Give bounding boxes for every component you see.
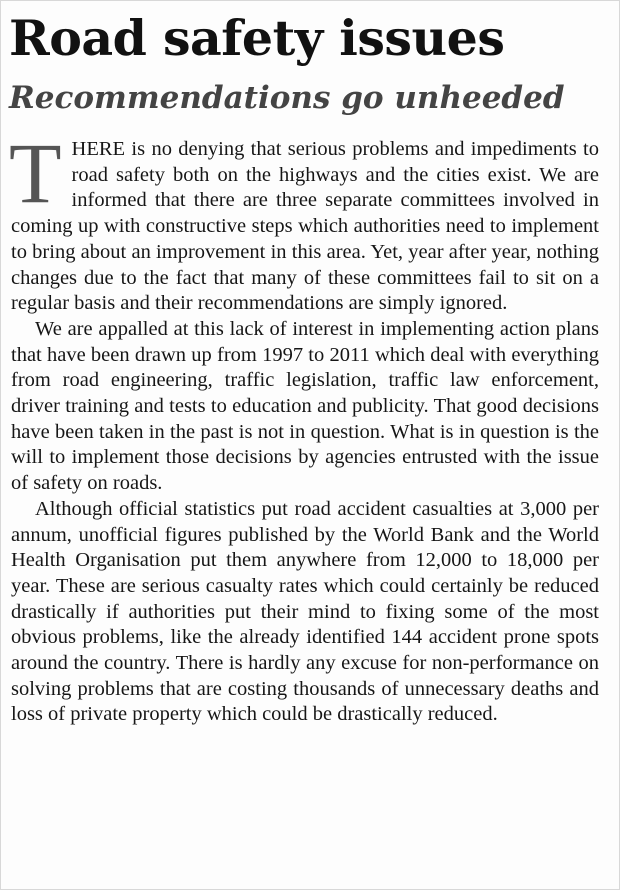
paragraph-1-text: HERE is no denying that serious problems and impediments to road safety both on the highways and the cities exist. We are informed that there are three separate committees involved in coming up with constructive steps which authorities need to implement to bring about an improvement in this area. Yet, year after year, nothing changes due to the fact that many of these committees fail to sit on a regular basis and their recommendations are simply ignored.: [11, 138, 599, 315]
drop-cap: T: [9, 125, 62, 221]
headline: Road safety issues: [9, 9, 505, 67]
subheadline: Recommendations go unheeded: [9, 80, 565, 116]
paragraph-1: [9, 125, 599, 317]
paragraph-2: We are appalled at this lack of interest in implementing action plans that have been drawn up from 1997 to 2011 which deal with everything from road engineering, traffic legislation, traffic law enforcement, driver training and tests to education and publicity. That good decisions have been taken in the past is not in question. What is in question is the will to implement those decisions by agencies entrusted with the issue of safety on roads.: [11, 317, 599, 495]
paragraph-3: Although official statistics put road accident casualties at 3,000 per annum, unofficial figures published by the World Bank and the World Health Organisation put them anywhere from 12,000 to 18,000 per year. These are serious casualty rates which could certainly be reduced drastically if authorities put their mind to fixing some of the most obvious problems, like the already identified 144 accident prone spots around the country. There is hardly any excuse for non-performance on solving problems that are costing thousands of unnecessary deaths and loss of private property which could be drastically reduced.: [11, 497, 599, 726]
article-body: [9, 125, 599, 728]
